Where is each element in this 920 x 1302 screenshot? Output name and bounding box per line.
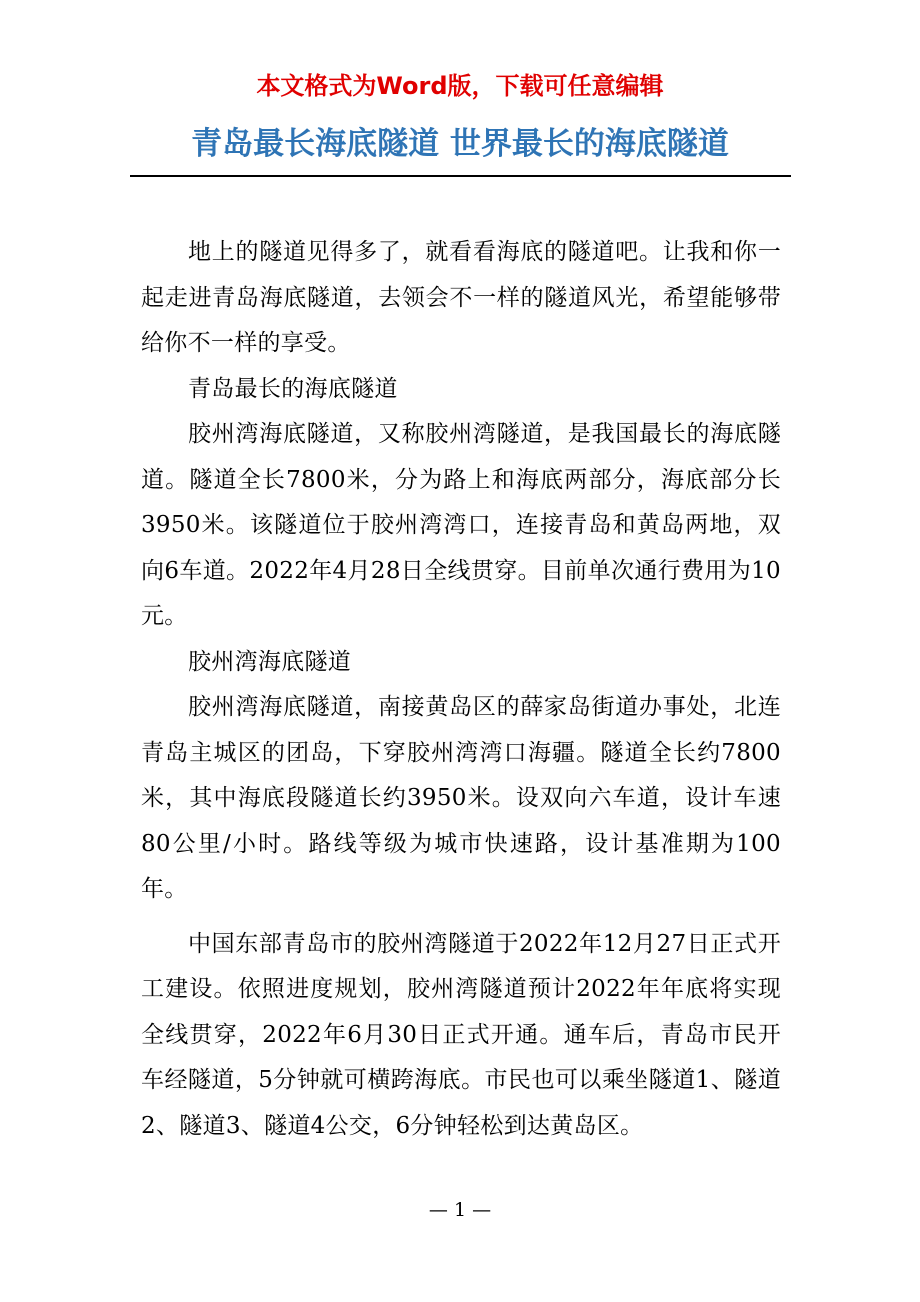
intro-paragraph: 地上的隧道见得多了，就看看海底的隧道吧。让我和你一起走进青岛海底隧道，去领会不一样的隧道风光，希望能够带给你不一样的享受。 [141,239,781,356]
section-heading-jiaozhou-bay-tunnel: 胶州湾海底隧道 [188,648,352,675]
document-title: 青岛最长海底隧道 世界最长的海底隧道 [191,126,729,162]
download-banner: 本文格式为Word版，下载可任意编辑 [256,72,664,100]
document-body [141,230,781,1149]
tunnel-details-paragraph: 胶州湾海底隧道，南接黄岛区的薛家岛街道办事处，北连青岛主城区的团岛，下穿胶州湾湾口海疆。隧道全长约7800米，其中海底段隧道长约3950米。设双向六车道，设计车速80公里/小时。路线等级为城市快速路，设计基准期为100年。 [141,694,781,902]
tunnel-overview-paragraph: 胶州湾海底隧道，又称胶州湾隧道，是我国最长的海底隧道。隧道全长7800米，分为路上和海底两部分，海底部分长3950米。该隧道位于胶州湾湾口，连接青岛和黄岛两地，双向6车道。2022年4月28日全线贯穿。目前单次通行费用为10元。 [141,421,781,629]
page-number: — 1 — [428,1199,492,1221]
title-divider [130,175,791,177]
section-heading-longest-tunnel: 青岛最长的海底隧道 [188,375,398,402]
construction-paragraph: 中国东部青岛市的胶州湾隧道于2022年12月27日正式开工建设。依照进度规划，胶州湾隧道预计2022年年底将实现全线贯穿，2022年6月30日正式开通。通车后，青岛市民开车经隧道，5分钟就可横跨海底。市民也可以乘坐隧道1、隧道2、隧道3、隧道4公交，6分钟轻松到达黄岛区。 [141,930,781,1139]
